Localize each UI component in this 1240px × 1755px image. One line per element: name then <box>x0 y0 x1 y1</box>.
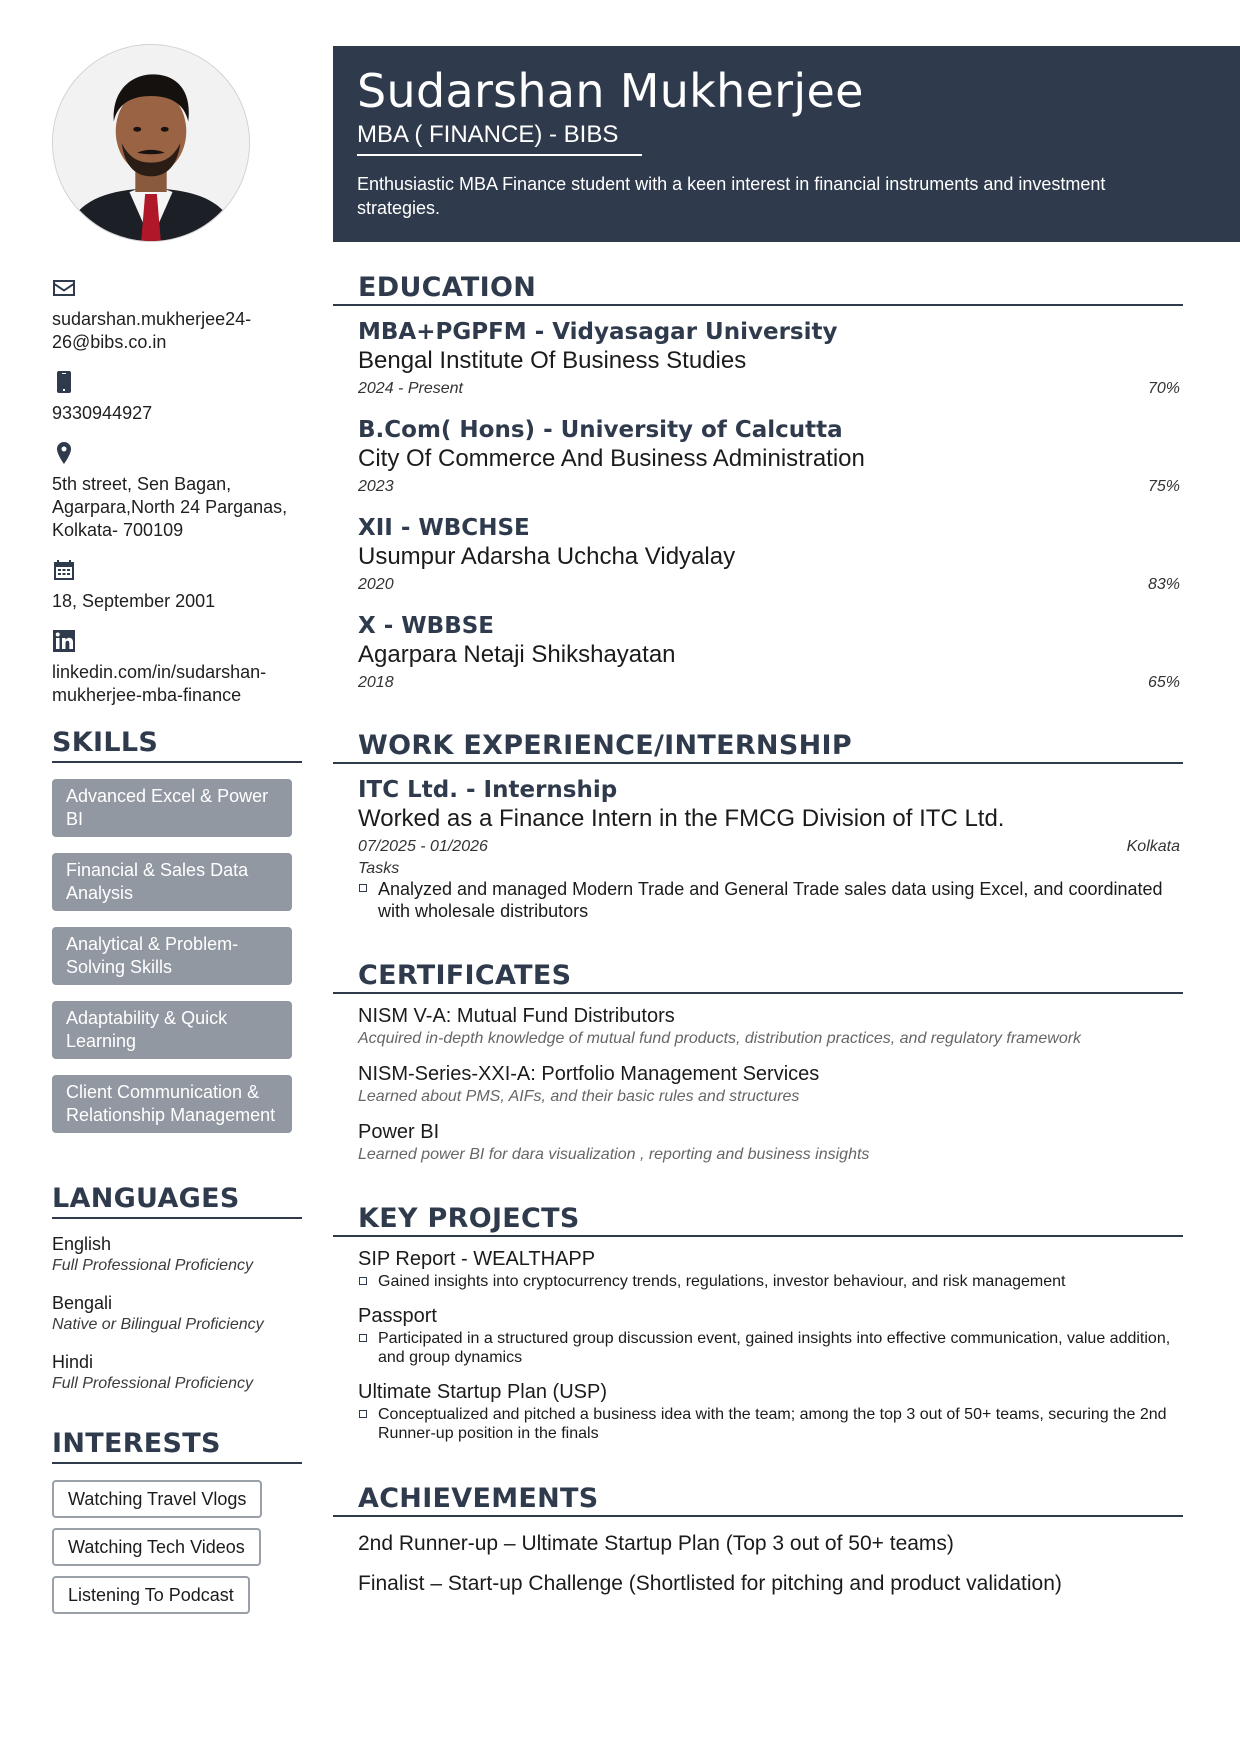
work-title: ITC Ltd. - Internship <box>358 777 618 803</box>
skills-heading: SKILLS <box>52 727 302 763</box>
skill-tag: Analytical & Problem-Solving Skills <box>52 927 292 985</box>
email-icon <box>52 276 78 302</box>
project-name: SIP Report - WEALTHAPP <box>358 1248 596 1270</box>
education-item <box>358 416 1180 498</box>
contact-dob <box>52 558 302 613</box>
bullet-square-icon <box>359 1334 367 1342</box>
certificate-name: Power BI <box>358 1121 440 1143</box>
bullet-square-icon <box>359 884 367 892</box>
profile-summary: Enthusiastic MBA Finance student with a keen interest in financial instruments and investment strategies. <box>357 174 1106 218</box>
work-item <box>358 776 1180 922</box>
resume-header <box>333 46 1240 242</box>
skill-tag: Client Communication & Relationship Management <box>52 1075 292 1133</box>
certificate-desc: Learned about PMS, AIFs, and their basic rules and structures <box>358 1088 800 1105</box>
language-item <box>52 1292 302 1335</box>
linkedin-icon <box>52 629 78 655</box>
achievement-item: 2nd Runner-up – Ultimate Startup Plan (Top 3 out of 50+ teams) <box>358 1532 954 1555</box>
project-name: Ultimate Startup Plan (USP) <box>358 1381 607 1403</box>
task-bullet: Analyzed and managed Modern Trade and General Trade sales data using Excel, and coordinated with wholesale distributors <box>358 878 1180 922</box>
work-role: Worked as a Finance Intern in the FMCG Division of ITC Ltd. <box>358 805 1005 832</box>
education-school: Bengal Institute Of Business Studies <box>358 347 747 374</box>
project-item <box>358 1380 1180 1443</box>
education-title: X - WBBSE <box>358 613 495 639</box>
skill-tag: Advanced Excel & Power BI <box>52 779 292 837</box>
project-item <box>358 1247 1180 1291</box>
address-text: 5th street, Sen Bagan, Agarpara,North 24 Parganas, Kolkata- 700109 <box>52 474 288 540</box>
interests-list <box>52 1480 302 1624</box>
certificate-desc: Learned power BI for dara visualization , reporting and business insights <box>358 1146 870 1163</box>
interests-section <box>52 1428 302 1624</box>
certificates-heading: CERTIFICATES <box>333 960 1183 994</box>
linkedin-text[interactable]: linkedin.com/in/sudarshan-mukherjee-mba-finance <box>52 662 267 705</box>
email-text[interactable]: sudarshan.mukherjee24-26@bibs.co.in <box>52 309 252 352</box>
education-title: MBA+PGPFM - Vidyasagar University <box>358 319 838 345</box>
education-title: B.Com( Hons) - University of Calcutta <box>358 417 843 443</box>
interest-tag: Watching Travel Vlogs <box>52 1480 262 1518</box>
bullet-square-icon <box>359 1277 367 1285</box>
language-level: Native or Bilingual Proficiency <box>52 1316 264 1333</box>
contact-phone <box>52 370 302 425</box>
contact-address <box>52 441 302 542</box>
education-school: City Of Commerce And Business Administration <box>358 445 865 472</box>
skill-tag: Adaptability & Quick Learning <box>52 1001 292 1059</box>
projects-section <box>333 1203 1183 1443</box>
bullet-square-icon <box>359 1410 367 1418</box>
achievements-heading: ACHIEVEMENTS <box>333 1483 1183 1517</box>
languages-list <box>52 1233 302 1394</box>
achievements-section <box>333 1483 1183 1597</box>
language-name: English <box>52 1234 112 1254</box>
portrait-illustration <box>53 45 249 241</box>
candidate-name: Sudarshan Mukherjee <box>357 64 864 118</box>
education-title: XII - WBCHSE <box>358 515 530 541</box>
education-date: 2018 <box>358 674 394 691</box>
interest-tag: Watching Tech Videos <box>52 1528 261 1566</box>
language-item <box>52 1233 302 1276</box>
skills-list <box>52 779 302 1133</box>
work-date: 07/2025 - 01/2026 <box>358 838 488 855</box>
phone-icon <box>52 370 78 396</box>
education-date: 2020 <box>358 576 394 593</box>
language-name: Bengali <box>52 1293 113 1313</box>
work-section <box>333 730 1183 922</box>
work-heading: WORK EXPERIENCE/INTERNSHIP <box>333 730 1183 764</box>
project-item <box>358 1304 1180 1367</box>
location-icon <box>52 441 78 467</box>
certificate-name: NISM-Series-XXI-A: Portfolio Management Services <box>358 1063 820 1085</box>
certificate-desc: Acquired in-depth knowledge of mutual fund products, distribution practices, and regulatory framework <box>358 1030 1082 1047</box>
profile-photo <box>52 44 250 242</box>
education-school: Usumpur Adarsha Uchcha Vidyalay <box>358 543 736 570</box>
contact-linkedin <box>52 629 302 707</box>
certificate-name: NISM V-A: Mutual Fund Distributors <box>358 1005 675 1027</box>
calendar-icon <box>52 558 78 584</box>
education-score: 75% <box>1147 478 1180 495</box>
skills-section <box>52 727 302 1133</box>
tasks-label: Tasks <box>358 860 400 877</box>
contact-info <box>52 276 302 707</box>
certificate-item <box>358 1062 1180 1107</box>
education-score: 65% <box>1147 674 1180 691</box>
project-bullet: Conceptualized and pitched a business idea with the team; among the top 3 out of 50+ teams, securing the 2nd Runner-up position in the finals <box>358 1405 1180 1443</box>
phone-text[interactable]: 9330944927 <box>52 403 153 423</box>
education-heading: EDUCATION <box>333 272 1183 306</box>
language-item <box>52 1351 302 1394</box>
language-level: Full Professional Proficiency <box>52 1375 253 1392</box>
achievement-item: Finalist – Start-up Challenge (Shortlisted for pitching and product validation) <box>358 1572 1062 1595</box>
projects-heading: KEY PROJECTS <box>333 1203 1183 1237</box>
education-section <box>333 272 1183 694</box>
certificates-section <box>333 960 1183 1165</box>
project-name: Passport <box>358 1305 437 1327</box>
contact-email <box>52 276 302 354</box>
certificate-item <box>358 1120 1180 1165</box>
languages-heading: LANGUAGES <box>52 1183 302 1219</box>
interest-tag: Listening To Podcast <box>52 1576 250 1614</box>
main-column <box>333 272 1183 1597</box>
interests-heading: INTERESTS <box>52 1428 302 1464</box>
left-column <box>52 44 302 1624</box>
work-location: Kolkata <box>1126 838 1180 855</box>
languages-section <box>52 1183 302 1394</box>
education-school: Agarpara Netaji Shikshayatan <box>358 641 676 668</box>
education-score: 70% <box>1147 380 1180 397</box>
language-name: Hindi <box>52 1352 94 1372</box>
dob-text: 18, September 2001 <box>52 591 216 611</box>
certificate-item <box>358 1004 1180 1049</box>
candidate-degree: MBA ( FINANCE) - BIBS <box>357 120 642 156</box>
project-bullet: Participated in a structured group discussion event, gained insights into effective communication, value addition, and group dynamics <box>358 1329 1180 1367</box>
skill-tag: Financial & Sales Data Analysis <box>52 853 292 911</box>
education-item <box>358 612 1180 694</box>
education-date: 2024 - Present <box>358 380 463 397</box>
education-item <box>358 318 1180 400</box>
education-date: 2023 <box>358 478 394 495</box>
education-item <box>358 514 1180 596</box>
language-level: Full Professional Proficiency <box>52 1257 253 1274</box>
education-score: 83% <box>1147 576 1180 593</box>
project-bullet: Gained insights into cryptocurrency trends, regulations, investor behaviour, and risk management <box>358 1272 1180 1291</box>
